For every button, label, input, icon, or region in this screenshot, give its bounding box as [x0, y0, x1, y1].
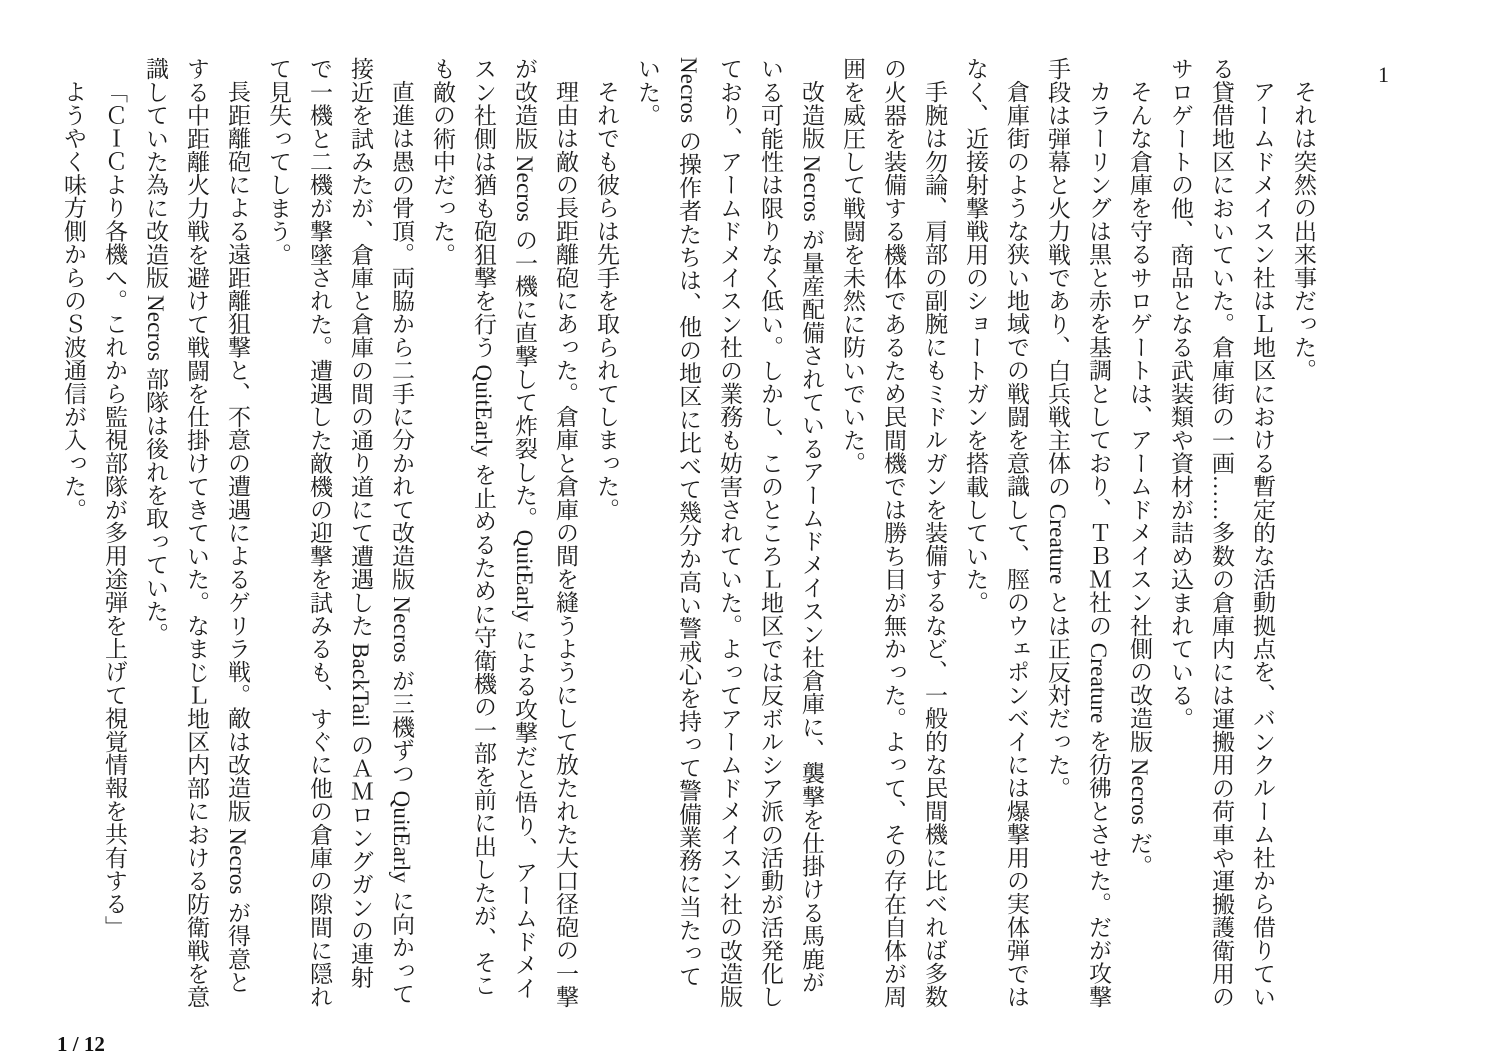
paragraph: 手腕は勿論、肩部の副腕にもミドルガンを装備するなど、一般的な民間機に比べれば多数の火器を装備する機体であるため民間機では勝ち目が無かった。よって、その存在自体が周囲を威圧して戦闘を未然に防いでいた。 [840, 57, 947, 1009]
paragraph: 「ＣＩＣより各機へ。これから監視部隊が多用途弾を上げて視覚情報を共有する」 [102, 80, 127, 939]
paragraph: カラーリングは黒と赤を基調としており、ＴＢＭ社の Creature を彷彿とさせた。だが攻撃手段は弾幕と火力戦であり、白兵戦主体の Creature とは正反対だった。 [1045, 57, 1111, 1008]
paragraph: ようやく味方側からのＳ波通信が入った。 [61, 80, 86, 521]
page-number: 1 [1378, 62, 1389, 87]
paragraph: そんな倉庫を守るサロゲートは、アームドメイスン社側の改造版 Necros だ。 [1127, 80, 1152, 878]
paragraph: 改造版 Necros が量産配備されているアームドメイスン社倉庫に、襲撃を仕掛ける馬鹿がいる可能性は限りなく低い。しかし、このところＬ地区では反ボルシア派の活動が活発化しており、アームドメイスン社の業務も妨害されていた。よってアームドメイスン社の改造版 Necros の操作者たちは、他の地区に比べて幾分か高い警戒心を持って警備業務に当たっていた。 [635, 57, 824, 1009]
paragraph: 理由は敵の長距離砲にあった。倉庫と倉庫の間を縫うようにして放たれた大口径砲の一撃が改造版 Necros の一機に直撃して炸裂した。QuitEarly による攻撃だと悟り、アームドメイスン社側は猶も砲狙撃を行う QuitEarly を止めるために守衛機の一部を前に出したが、そこも敵の術中だった。 [430, 57, 578, 1008]
paragraph: それは突然の出来事だった。 [1291, 80, 1316, 382]
paragraph: 直進は愚の骨頂。両脇から二手に分かれて改造版 Necros が三機ずつ QuitEarly に向かって接近を試みたが、倉庫と倉庫の間の通り道にて遭遇した BackTail のＡＭロングガンの連射で一機と二機が撃墜された。遭遇した敵機の迎撃を試みるも、すぐに他の倉庫の隙間に隠れて見失ってしまう。 [266, 57, 414, 1009]
footer-page-indicator: 1 / 12 [57, 1032, 105, 1056]
paragraph: 倉庫街のような狭い地域での戦闘を意識して、脛のウェポンベイには爆撃用の実体弾ではなく、近接射撃戦用のショートガンを搭載していた。 [963, 57, 1029, 1008]
paragraph: 長距離砲による遠距離狙撃と、不意の遭遇によるゲリラ戦。敵は改造版 Necros が得意とする中距離火力戦を避けて戦闘を仕掛けてきていた。なまじＬ地区内部における防衛戦を意識していた為に改造版 Necros 部隊は後れを取っていた。 [143, 57, 250, 1009]
paragraph: アームドメイスン社はＬ地区における暫定的な活動拠点を、バンクルーム社から借りている貸借地区においていた。倉庫街の一画……多数の倉庫内には運搬用の荷車や運搬護衛用のサロゲートの他、商品となる武装類や資材が詰め込まれている。 [1168, 57, 1275, 1009]
paragraph: それでも彼らは先手を取られてしまった。 [594, 80, 619, 521]
body-text [44, 57, 1324, 1010]
